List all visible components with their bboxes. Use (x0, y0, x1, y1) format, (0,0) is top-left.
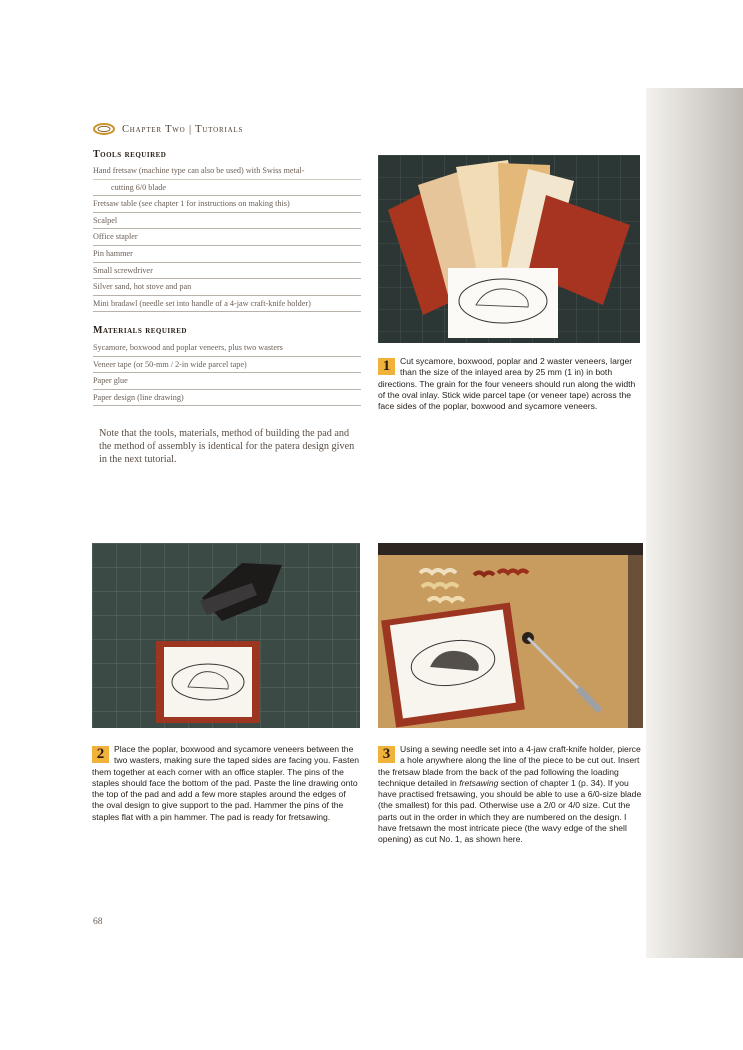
tools-title: Tools required (93, 149, 167, 160)
list-item: Paper design (line drawing) (93, 390, 361, 407)
list-item: Fretsaw table (see chapter 1 for instructions on making this) (93, 196, 361, 213)
list-item: Veneer tape (or 50-mm / 2-in wide parcel tape) (93, 357, 361, 374)
step-2-text: Place the poplar, boxwood and sycamore veneers between the two wasters, making sure the taped sides are facing you. Fasten them together at each corner with an office stapler. The pins of the staples should face the bottom of the pad. Paste the line drawing onto the top of the pad and add a few more staples around the edges of the oval design to give support to the pad. Hammer the pins of the staples flat with a pin hammer. The pad is ready for fretsawing. (92, 744, 360, 822)
photo-stapler-pad (92, 543, 360, 728)
list-item: Paper glue (93, 373, 361, 390)
photo-cut-pieces (378, 543, 643, 728)
chapter-title: Chapter Two | Tutorials (122, 123, 244, 135)
list-item: Office stapler (93, 229, 361, 246)
page-number: 68 (93, 917, 103, 927)
book-spine-shadow (646, 88, 743, 958)
photo-veneers (378, 155, 640, 343)
tools-list (93, 163, 361, 312)
note-paragraph: Note that the tools, materials, method of building the pad and the method of assembly is identical for the patera design given in the next tutorial. (99, 428, 355, 465)
materials-list (93, 340, 361, 406)
list-item: Pin hammer (93, 246, 361, 263)
chapter-header (93, 121, 243, 137)
list-item: Mini bradawl (needle set into handle of a 4-jaw craft-knife holder) (93, 296, 361, 313)
step-1-text: Cut sycamore, boxwood, poplar and 2 waster veneers, larger than the size of the inlayed area by 25 mm (1 in) in both directions. The grain for the four veneers should run along the width of the oval inlay. Stick wide parcel tape (or veneer tape) across the face sides of the poplar, boxwood and sycamore veneers. (378, 356, 636, 412)
step-2 (92, 744, 360, 823)
list-item: Hand fretsaw (machine type can also be used) with Swiss metal- cutting 6/0 blade (93, 163, 361, 196)
list-item: Scalpel (93, 213, 361, 230)
step-3 (378, 744, 642, 846)
step-number-badge: 2 (92, 746, 109, 763)
materials-title: Materials required (93, 325, 187, 336)
step-number-badge: 3 (378, 746, 395, 763)
list-item: Sycamore, boxwood and poplar veneers, plus two wasters (93, 340, 361, 357)
rope-oval-icon (93, 123, 115, 135)
list-item: Silver sand, hot stove and pan (93, 279, 361, 296)
list-item: Small screwdriver (93, 263, 361, 280)
step-1 (378, 356, 642, 412)
step-number-badge: 1 (378, 358, 395, 375)
step-3-text: Using a sewing needle set into a 4-jaw craft-knife holder, pierce a hole anywhere along the line of the piece to be cut out. Insert the fretsaw blade from the back of the pad following the loading technique detailed in fretsawing section of chapter 1 (p. 34). If you have practised fretsawing, you should be able to use a 6/0-size blade (the smallest) for this pad. Otherwise use a 2/0 or 4/0 size. Cut the parts out in the order in which they are numbered on the design. I have fretsawn the most intricate piece (the wavy edge of the shell opening) as cut No. 1, as shown here. (378, 744, 642, 845)
